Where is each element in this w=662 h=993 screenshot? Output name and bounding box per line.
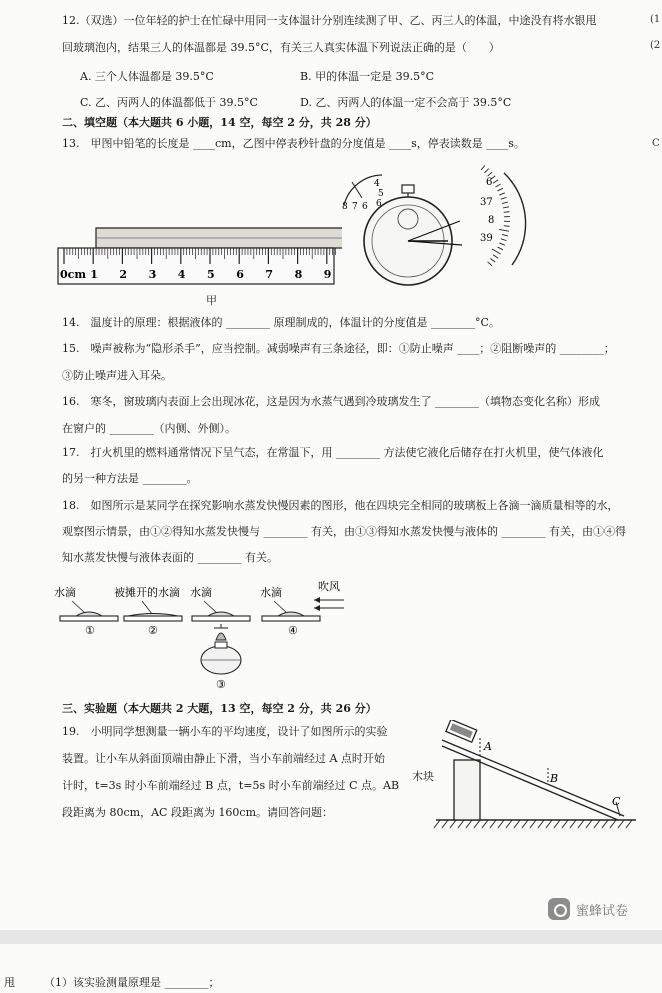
- second-scale-tick: [488, 262, 492, 266]
- q18-line1: 18. 如图所示是某同学在探究影响水蒸发快慢因素的图形，他在四块完全相同的玻璃板上各滴一滴质量相等的水，: [62, 499, 619, 512]
- section-2-heading: 二、填空题（本大题共 6 小题，14 空，每空 2 分，共 28 分）: [62, 116, 377, 129]
- q12-option-a: A. 三个人体温都是 39.5°C: [80, 70, 214, 83]
- q18-line3: 知水蒸发快慢与液体表面的 ________ 有关。: [62, 551, 278, 564]
- ground-hatch-line: [450, 820, 456, 828]
- ruler-tick-label: 0cm: [60, 268, 86, 281]
- stopwatch-figure: [336, 165, 536, 300]
- ruler-tick-label: 1: [90, 268, 98, 281]
- second-scale-tick: [504, 212, 510, 213]
- ground-hatch-line: [434, 820, 440, 828]
- stopwatch-minute-label-6: 6: [376, 199, 382, 209]
- stopwatch-second-label-6: 6: [486, 177, 493, 188]
- q19-line4: 段距离为 80cm，AC 段距离为 160cm。请回答问题：: [62, 806, 334, 819]
- glass-plate-1: [60, 616, 118, 621]
- ruler-tick-label: 5: [207, 268, 215, 281]
- ground-hatch-line: [506, 820, 512, 828]
- ground-hatch-line: [570, 820, 576, 828]
- second-scale-tick: [493, 255, 498, 258]
- q19-line3: 计时，t=3s 时小车前端经过 B 点，t=5s 时小车前端经过 C 点。AB: [62, 779, 400, 792]
- q18-line2: 观察图示情景，由①②得知水蒸发快慢与 ________ 有关，由①③得知水蒸发快慢与液体的 ________ 有关，由①④得: [62, 525, 626, 538]
- ground-hatch-line: [610, 820, 616, 828]
- edge-fragment-2: (2: [650, 40, 661, 51]
- label-water-drop-4: 水滴: [260, 586, 282, 599]
- stopwatch-crown: [402, 185, 414, 193]
- second-scale-tick: [490, 258, 495, 262]
- ruler-tick-label: 2: [119, 268, 128, 281]
- second-scale-tick: [502, 202, 508, 203]
- point-b-label: B: [550, 772, 559, 785]
- plate-num-2: ②: [148, 624, 158, 637]
- ruler-tick-label: 8: [294, 268, 303, 281]
- stopwatch-second-label-37: 37: [480, 197, 493, 208]
- stopwatch-minute-label-7: 7: [352, 202, 358, 212]
- point-a-label: A: [484, 740, 492, 753]
- ruler-caption: 甲: [206, 294, 217, 307]
- label-blow-wind: 吹风: [318, 580, 340, 593]
- water-drop-1: [76, 612, 102, 616]
- edge-fragment-3: C: [652, 138, 660, 149]
- label-spread-drop: 被摊开的水滴: [114, 586, 180, 599]
- q17-line2: 的另一种方法是 ________。: [62, 472, 198, 485]
- ruler-tick-label: 6: [236, 268, 244, 281]
- ruler-tick-label: 4: [177, 268, 186, 281]
- ground-hatch-line: [466, 820, 472, 828]
- ground-hatch-line: [482, 820, 488, 828]
- ruler-tick-label: 7: [265, 268, 274, 281]
- stopwatch-second-label-8: 8: [488, 215, 495, 226]
- ground-hatch-line: [554, 820, 560, 828]
- stopwatch-minute-label-6b: 6: [362, 202, 368, 212]
- ground-hatch-line: [618, 820, 624, 828]
- second-scale-tick: [488, 172, 492, 176]
- ground-hatch-line: [538, 820, 544, 828]
- second-scale-tick: [484, 169, 488, 173]
- ruler: [58, 248, 334, 284]
- point-c-label: C: [612, 795, 621, 808]
- watermark-icon: [548, 898, 570, 920]
- wood-block: [454, 760, 480, 820]
- second-scale-tick: [481, 165, 485, 170]
- stopwatch-second-scale: [504, 173, 526, 265]
- q15-line2: ③防止噪声进入耳朵。: [62, 369, 172, 382]
- ground-hatch-line: [562, 820, 568, 828]
- exam-page-2: [0, 944, 662, 993]
- q12-option-d: D. 乙、丙两人的体温一定不会高于 39.5°C: [300, 96, 512, 109]
- ground-hatch-line: [530, 820, 536, 828]
- q12-option-c: C. 乙、丙两人的体温都低于 39.5°C: [80, 96, 258, 109]
- page-gap: [0, 930, 662, 944]
- second-scale-tick: [499, 243, 505, 245]
- q19-line2: 装置。让小车从斜面顶端由静止下滑，当小车前端经过 A 点时开始: [62, 752, 385, 765]
- ruler-pencil-figure: [56, 220, 342, 302]
- q16-line1: 16. 寒冬，窗玻璃内表面上会出现冰花，这是因为水蒸气遇到冷玻璃发生了 ________（填物态变化名称）形成: [62, 395, 600, 408]
- water-drop-spread: [128, 614, 178, 617]
- q17-line1: 17. 打火机里的燃料通常情况下呈气态，在常温下，用 ________ 方法使它液化后储存在打火机里，使气体液化: [62, 446, 604, 459]
- q12-stem-line1: 12.（双选）一位年轻的护士在忙碌中用同一支体温计分别连续测了甲、乙、丙三人的体温，中途没有将水银甩: [62, 14, 597, 27]
- q19-line1: 19. 小明同学想测量一辆小车的平均速度，设计了如图所示的实验: [62, 725, 388, 738]
- stopwatch-second-label-39: 39: [480, 233, 493, 244]
- incline-figure: [432, 720, 640, 832]
- second-scale-tick: [495, 184, 500, 187]
- q14-text: 14. 温度计的原理：根据液体的 ________ 原理制成的，体温计的分度值是 ________°C。: [62, 316, 500, 329]
- ground-hatch-line: [602, 820, 608, 828]
- ground-hatch-line: [458, 820, 464, 828]
- glass-plate-4: [262, 616, 320, 621]
- q19-sub1: （1）该实验测量原理是 ________；: [44, 976, 220, 989]
- stopwatch-minute-label-8: 8: [342, 202, 348, 212]
- second-scale-tick: [504, 226, 510, 227]
- second-scale-tick: [501, 239, 507, 241]
- second-scale-tick: [498, 188, 503, 191]
- q12-stem-line2: 回玻璃泡内，结果三人的体温都是 39.5°C，有关三人真实体温下列说法正确的是（ ）: [62, 41, 500, 54]
- ground-hatch-line: [594, 820, 600, 828]
- ground-hatch-line: [474, 820, 480, 828]
- q16-line2: 在窗户的 ________（内侧、外侧）。: [62, 422, 236, 435]
- ground-hatch-line: [514, 820, 520, 828]
- second-scale-tick: [503, 207, 509, 208]
- ruler-tick-label: 9: [323, 268, 332, 281]
- label-water-drop-3: 水滴: [190, 586, 212, 599]
- ruler-tick-label: 3: [148, 268, 157, 281]
- water-drop-4: [278, 612, 304, 616]
- label-water-drop-1: 水滴: [54, 586, 76, 599]
- ground-hatch-line: [578, 820, 584, 828]
- ground-hatch-line: [586, 820, 592, 828]
- ground-hatch-line: [522, 820, 528, 828]
- q12-option-b: B. 甲的体温一定是 39.5°C: [300, 70, 434, 83]
- plate-num-3: ③: [216, 678, 226, 691]
- evaporation-figure: [52, 580, 352, 692]
- second-scale-tick: [499, 193, 505, 195]
- ground-hatch-line: [490, 820, 496, 828]
- second-scale-tick: [502, 234, 508, 235]
- page2-margin-char: 甩: [4, 976, 15, 989]
- stopwatch-minute-label-5: 5: [378, 189, 384, 199]
- glass-plate-3: [192, 616, 250, 621]
- second-scale-tick: [499, 229, 509, 231]
- section-3-heading: 三、实验题（本大题共 2 大题，13 空，每空 2 分，共 26 分）: [62, 702, 377, 715]
- wood-block-label: 木块: [412, 770, 434, 783]
- ground-hatch-line: [546, 820, 552, 828]
- second-scale-tick: [498, 247, 503, 250]
- watermark: [548, 898, 628, 920]
- q13-text: 13. 甲图中铅笔的长度是 ____cm，乙图中停表秒针盘的分度值是 ____s，停表读数是 ____s。: [62, 137, 525, 150]
- q15-line1: 15. 噪声被称为“隐形杀手”，应当控制。减弱噪声有三条途径，即：①防止噪声 ____；②阻断噪声的 ________；: [62, 342, 615, 355]
- water-drop-3: [208, 612, 234, 616]
- right-edge-fragment: [648, 0, 662, 930]
- ground-hatch-line: [442, 820, 448, 828]
- edge-fragment-1: (1: [650, 14, 661, 25]
- ground-hatch-line: [626, 820, 632, 828]
- plate-num-4: ④: [288, 624, 298, 637]
- watermark-text: 蜜蜂试卷: [576, 903, 629, 919]
- stopwatch-minute-label-4: 4: [374, 179, 380, 189]
- alcohol-lamp-flame: [216, 633, 226, 640]
- second-scale-tick: [501, 197, 507, 199]
- glass-plate-2: [124, 616, 182, 621]
- ground-hatch-line: [498, 820, 504, 828]
- second-scale-tick: [493, 180, 498, 183]
- plate-num-1: ①: [85, 624, 95, 637]
- second-scale-tick: [492, 249, 501, 254]
- cart: [446, 720, 477, 742]
